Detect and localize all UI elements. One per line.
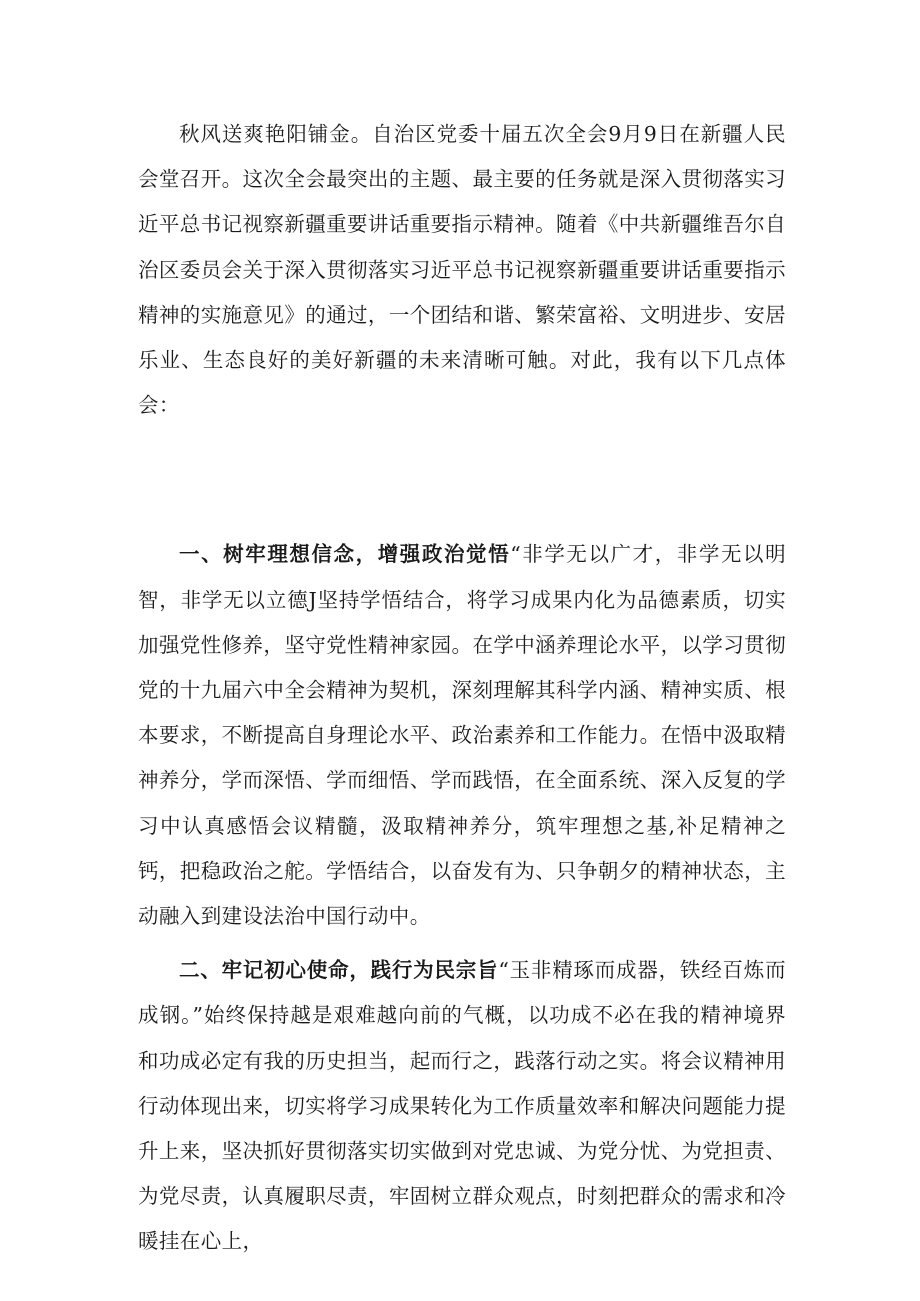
intro-paragraph: 秋风送爽艳阳铺金。自治区党委十届五次全会9月9日在新疆人民会堂召开。这次全会最突出的主题、最主要的任务就是深入贯彻落实习近平总书记视察新疆重要讲话重要指示精神。随着《中共新疆维吾尔自治区委员会关于深入贯彻落实习近平总书记视察新疆重要讲话重要指示精神的实施意见》的通过，一个团结和谐、繁荣富裕、文明进步、安居乐业、生态良好的美好新疆的未来清晰可触。对此，我有以下几点体会： bbox=[138, 122, 786, 418]
section-1-body: “非学无以广才，非学无以明智，非学无以立德J坚持学悟结合，将学习成果内化为品德素质，切实加强党性修养，坚守党性精神家园。在学中涵养理论水平，以学习贯彻党的十九届六中全会精神为契机，深刻理解其科学内涵、精神实质、根本要求，不断提高自身理论水平、政治素养和工作能力。在悟中汲取精神养分，学而深悟、学而细悟、学而践悟，在全面系统、深入反复的学习中认真感悟会议精髓，汲取精神养分，筑牢理想之基,补足精神之钙，把稳政治之舵。学悟结合，以奋发有为、只争朝夕的精神状态，主动融入到建设法治中国行动中。 bbox=[138, 542, 787, 929]
section-1-heading: 一、树牢理想信念，增强政治觉悟 bbox=[179, 542, 511, 567]
section-2-paragraph bbox=[138, 948, 786, 1264]
section-2-body: “玉非精琢而成器，铁经百炼而成钢。”始终保持越是艰难越向前的气概，以功成不必在我的精神境界和功成必定有我的历史担当，起而行之，践落行动之实。将会议精神用行动体现出来，切实将学习成果转化为工作质量效率和解决问题能力提升上来，坚决抓好贯彻落实切实做到对党忠诚、为党分忧、为党担责、为党尽责，认真履职尽责，牢固树立群众观点，时刻把群众的需求和冷暖挂在心上， bbox=[138, 958, 786, 1254]
section-1-paragraph bbox=[138, 532, 786, 939]
section-2-heading: 二、牢记初心使命，践行为民宗旨 bbox=[179, 958, 499, 983]
document-page bbox=[138, 112, 786, 1265]
